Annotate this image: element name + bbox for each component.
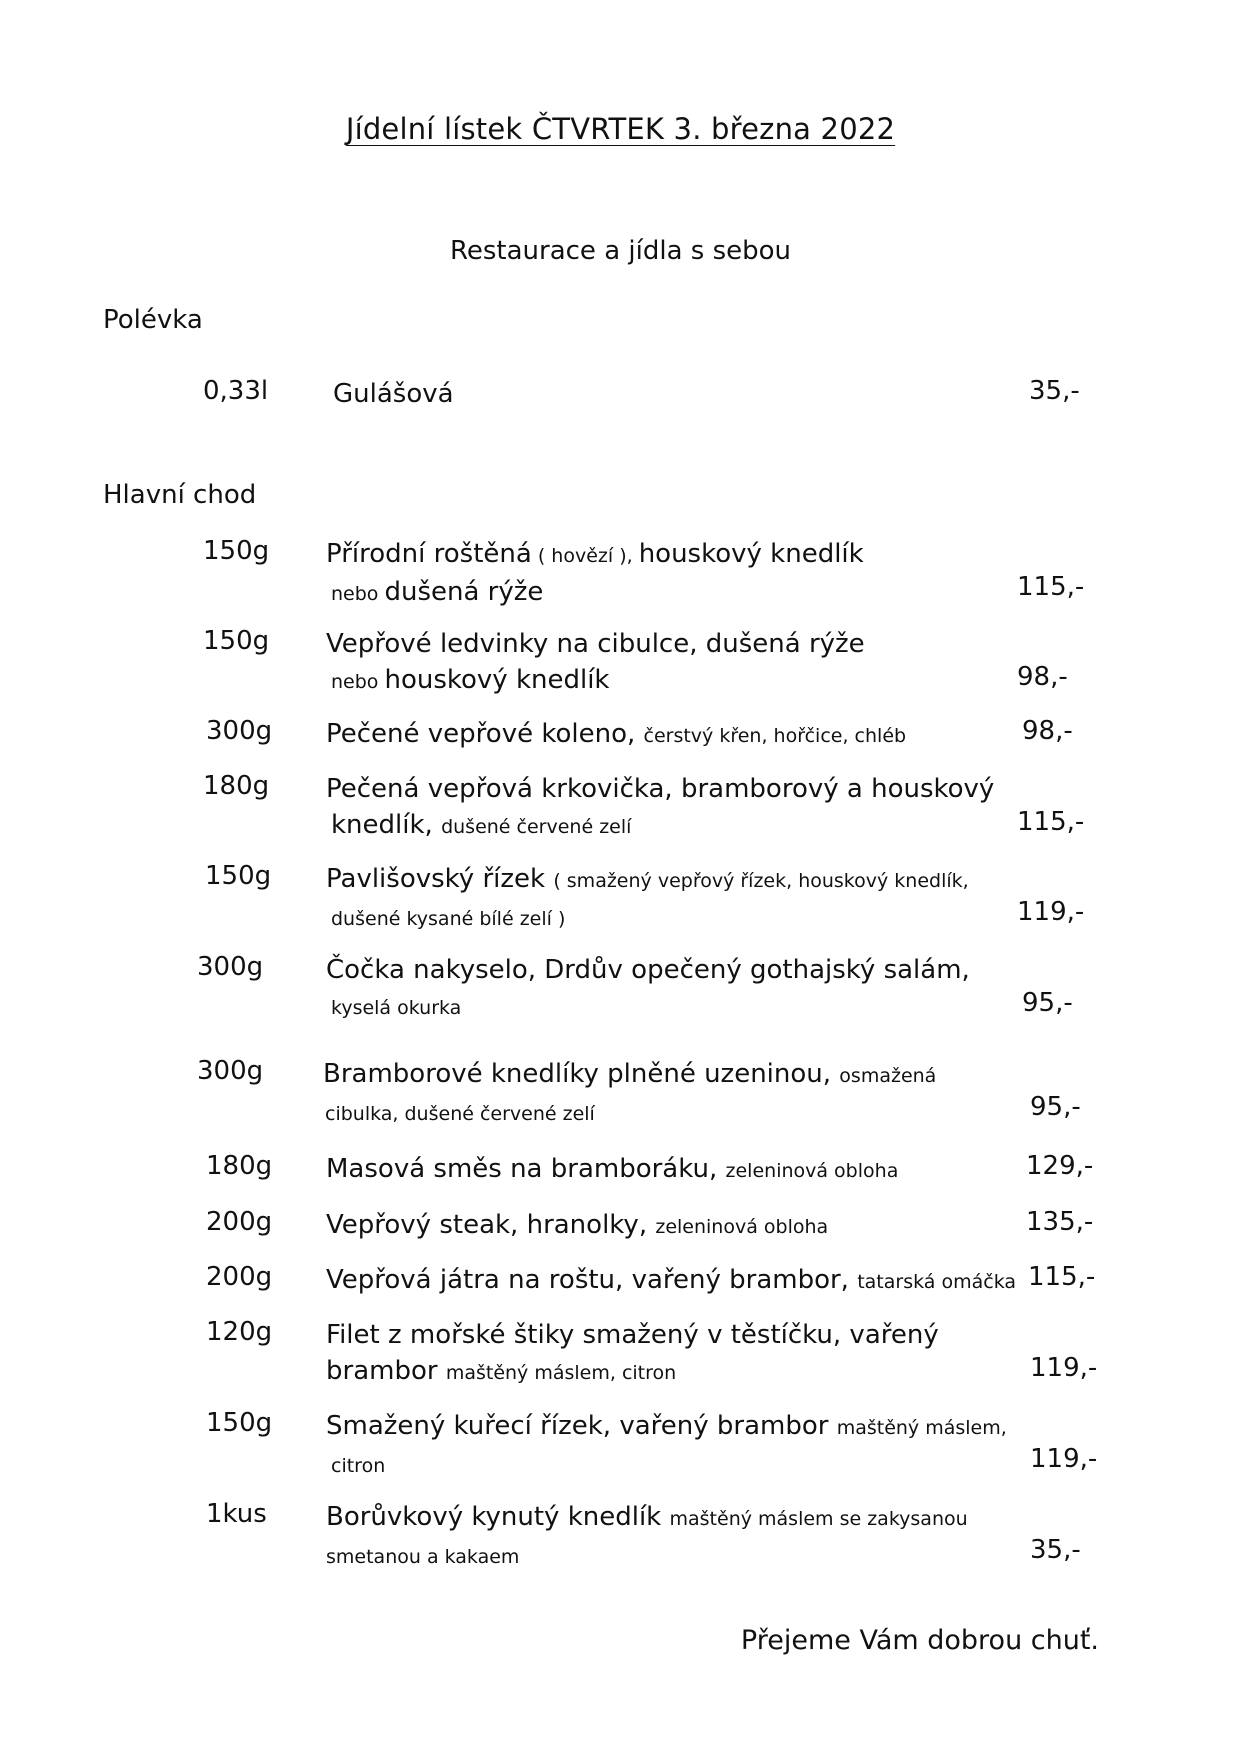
item-quantity: 180g	[206, 1151, 273, 1181]
item-name: Bramborové knedlíky plněné uzeninou,	[323, 1059, 840, 1089]
item-name: Masová směs na bramboráku,	[326, 1154, 726, 1184]
item-note-2: nebo	[331, 671, 385, 693]
item-line-2	[326, 1353, 1046, 1391]
item-description	[326, 771, 1046, 845]
section-heading-soup: Polévka	[103, 305, 203, 335]
item-note-2: nebo	[331, 583, 385, 605]
item-note-2: smetanou a kakaem	[326, 1546, 520, 1568]
item-quantity: 150g	[203, 626, 270, 656]
item-note: osmažená	[839, 1065, 937, 1087]
item-note: zeleninová obloha	[725, 1160, 899, 1182]
item-quantity: 1kus	[206, 1499, 267, 1529]
item-name: Smažený kuřecí řízek, vařený brambor	[326, 1411, 837, 1441]
item-name: Přírodní roštěná	[326, 539, 532, 569]
item-description	[326, 861, 1046, 937]
item-description	[326, 536, 1026, 612]
item-quantity: 300g	[197, 952, 264, 982]
item-price: 35,-	[1030, 1535, 1081, 1565]
item-line-2	[323, 1094, 1043, 1132]
item-price: 35,-	[1029, 376, 1080, 406]
item-quantity: 200g	[206, 1207, 273, 1237]
item-quantity: 300g	[197, 1056, 264, 1086]
item-price: 98,-	[1017, 662, 1068, 692]
item-price: 98,-	[1022, 716, 1073, 746]
item-line-2	[326, 899, 1046, 937]
item-line-2	[326, 807, 1046, 845]
item-quantity: 150g	[203, 536, 270, 566]
item-price: 129,-	[1026, 1151, 1094, 1181]
item-line-2	[326, 574, 1026, 612]
item-name: Čočka nakyselo, Drdův opečený gothajský salám,	[326, 955, 970, 985]
item-description	[326, 626, 1026, 700]
item-description	[326, 1317, 1046, 1391]
item-description	[326, 952, 1046, 1026]
item-note-2: dušené kysané bílé zelí )	[331, 908, 566, 930]
item-name: Pavlišovský řízek	[326, 864, 554, 894]
item-note: ( smažený vepřový řízek, houskový knedlík,	[553, 870, 969, 892]
item-name: Filet z mořské štiky smažený v těstíčku, vařený	[326, 1320, 939, 1350]
item-name: Gulášová	[333, 379, 454, 409]
item-note-2: citron	[331, 1455, 386, 1477]
item-name: Pečená vepřová krkovička, bramborový a houskový	[326, 774, 995, 804]
item-price: 115,-	[1017, 572, 1085, 602]
item-note-2: dušené červené zelí	[441, 816, 632, 838]
section-heading-main: Hlavní chod	[103, 480, 257, 510]
item-line-2	[326, 1537, 1046, 1575]
page-subtitle: Restaurace a jídla s sebou	[449, 236, 792, 266]
page-title: Jídelní lístek ČTVRTEK 3. března 2022	[345, 112, 896, 146]
item-price: 115,-	[1028, 1262, 1096, 1292]
item-price: 95,-	[1030, 1092, 1081, 1122]
item-quantity: 180g	[203, 771, 270, 801]
item-note-2: kyselá okurka	[331, 997, 462, 1019]
item-line-2	[326, 662, 1026, 700]
item-line-2	[326, 988, 1046, 1026]
item-note: čerstvý křen, hořčice, chléb	[643, 725, 907, 747]
item-line-2	[326, 1446, 1046, 1484]
item-quantity: 0,33l	[203, 376, 269, 406]
item-price: 119,-	[1017, 897, 1085, 927]
item-name: Pečené vepřové koleno,	[326, 719, 644, 749]
item-description	[326, 1408, 1046, 1484]
item-side: houskový knedlík	[638, 539, 864, 569]
item-side-2: dušená rýže	[384, 577, 544, 607]
closing-wish: Přejeme Vám dobrou chuť.	[740, 1625, 1099, 1656]
item-quantity: 200g	[206, 1262, 273, 1292]
item-note: tatarská omáčka	[857, 1271, 1017, 1293]
item-quantity: 150g	[205, 861, 272, 891]
item-name: Vepřový steak, hranolky,	[326, 1210, 656, 1240]
item-description	[326, 1262, 1046, 1300]
item-description	[326, 716, 1046, 754]
item-name: Vepřové ledvinky na cibulce, dušená rýže	[326, 629, 865, 659]
item-description	[333, 376, 1033, 412]
item-note: ( hovězí ),	[531, 545, 639, 567]
item-price: 115,-	[1017, 807, 1085, 837]
item-description	[326, 1207, 1046, 1245]
item-side-2: brambor	[326, 1356, 446, 1386]
item-note-2: cibulka, dušené červené zelí	[325, 1103, 595, 1125]
item-note: zeleninová obloha	[655, 1216, 829, 1238]
item-note-2: maštěný máslem, citron	[445, 1362, 677, 1384]
item-price: 119,-	[1030, 1444, 1098, 1474]
item-note: maštěný máslem se zakysanou	[669, 1508, 968, 1530]
item-price: 119,-	[1030, 1353, 1098, 1383]
item-description	[326, 1151, 1046, 1189]
item-price: 135,-	[1026, 1207, 1094, 1237]
item-description	[323, 1056, 1043, 1132]
item-description	[326, 1499, 1046, 1575]
item-quantity: 120g	[206, 1317, 273, 1347]
item-note: maštěný máslem,	[836, 1417, 1007, 1439]
item-side-2: houskový knedlík	[384, 665, 610, 695]
item-quantity: 150g	[206, 1408, 273, 1438]
item-name: Vepřová játra na roštu, vařený brambor,	[326, 1265, 858, 1295]
item-price: 95,-	[1022, 988, 1073, 1018]
item-name: Borůvkový kynutý knedlík	[326, 1502, 670, 1532]
item-quantity: 300g	[206, 716, 273, 746]
item-side-2: knedlík,	[331, 810, 442, 840]
